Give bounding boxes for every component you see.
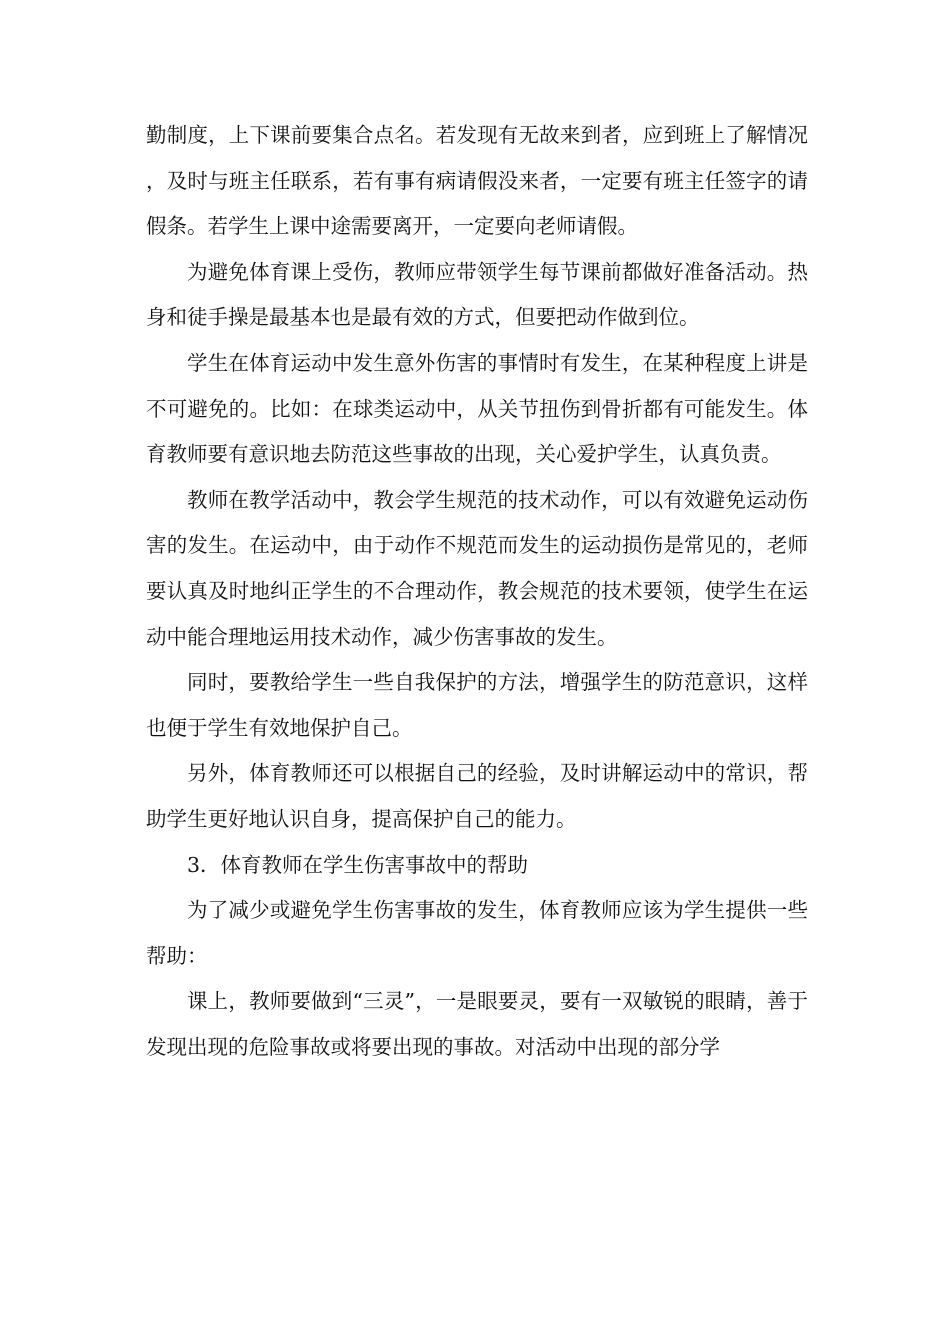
document-body xyxy=(146,113,808,1070)
paragraph-attendance-continued: 勤制度，上下课前要集合点名。若发现有无故来到者，应到班上了解情况，及时与班主任联系，若有事有病请假没来者，一定要有班主任签字的请假条。若学生上课中途需要离开，一定要向老师请假。 xyxy=(146,123,808,239)
paragraph-warm-up: 为避免体育课上受伤，教师应带领学生每节课前都做好准备活动。热身和徒手操是最基本也是最有效的方式，但要把动作做到位。 xyxy=(146,259,808,330)
paragraph-accident-prevention: 学生在体育运动中发生意外伤害的事情时有发生，在某种程度上讲是不可避免的。比如：在球类运动中，从关节扭伤到骨折都有可能发生。体育教师要有意识地去防范这些事故的出现，关心爱护学生，认真负责。 xyxy=(146,350,808,467)
paragraph-sports-knowledge: 另外，体育教师还可以根据自己的经验，及时讲解运动中的常识，帮助学生更好地认识自身，提高保护自己的能力。 xyxy=(146,761,808,831)
paragraph-help-intro: 为了减少或避免学生伤害事故的发生，体育教师应该为学生提供一些帮助： xyxy=(146,898,808,968)
paragraph-technique-teaching: 教师在教学活动中，教会学生规范的技术动作，可以有效避免运动伤害的发生。在运动中，由于动作不规范而发生的运动损伤是常见的，老师要认真及时地纠正学生的不合理动作，教会规范的技术要领，使学生在运动中能合理地运用技术动作，减少伤害事故的发生。 xyxy=(146,487,808,649)
paragraph-three-alertness: 课上，教师要做到“三灵”，一是眼要灵，要有一双敏锐的眼睛，善于发现出现的危险事故或将要出现的事故。对活动中出现的部分学 xyxy=(146,989,808,1059)
section-heading-teacher-help: 3．体育教师在学生伤害事故中的帮助 xyxy=(187,852,529,877)
paragraph-self-protection: 同时，要教给学生一些自我保护的方法，增强学生的防范意识，这样也便于学生有效地保护自己。 xyxy=(146,670,808,740)
